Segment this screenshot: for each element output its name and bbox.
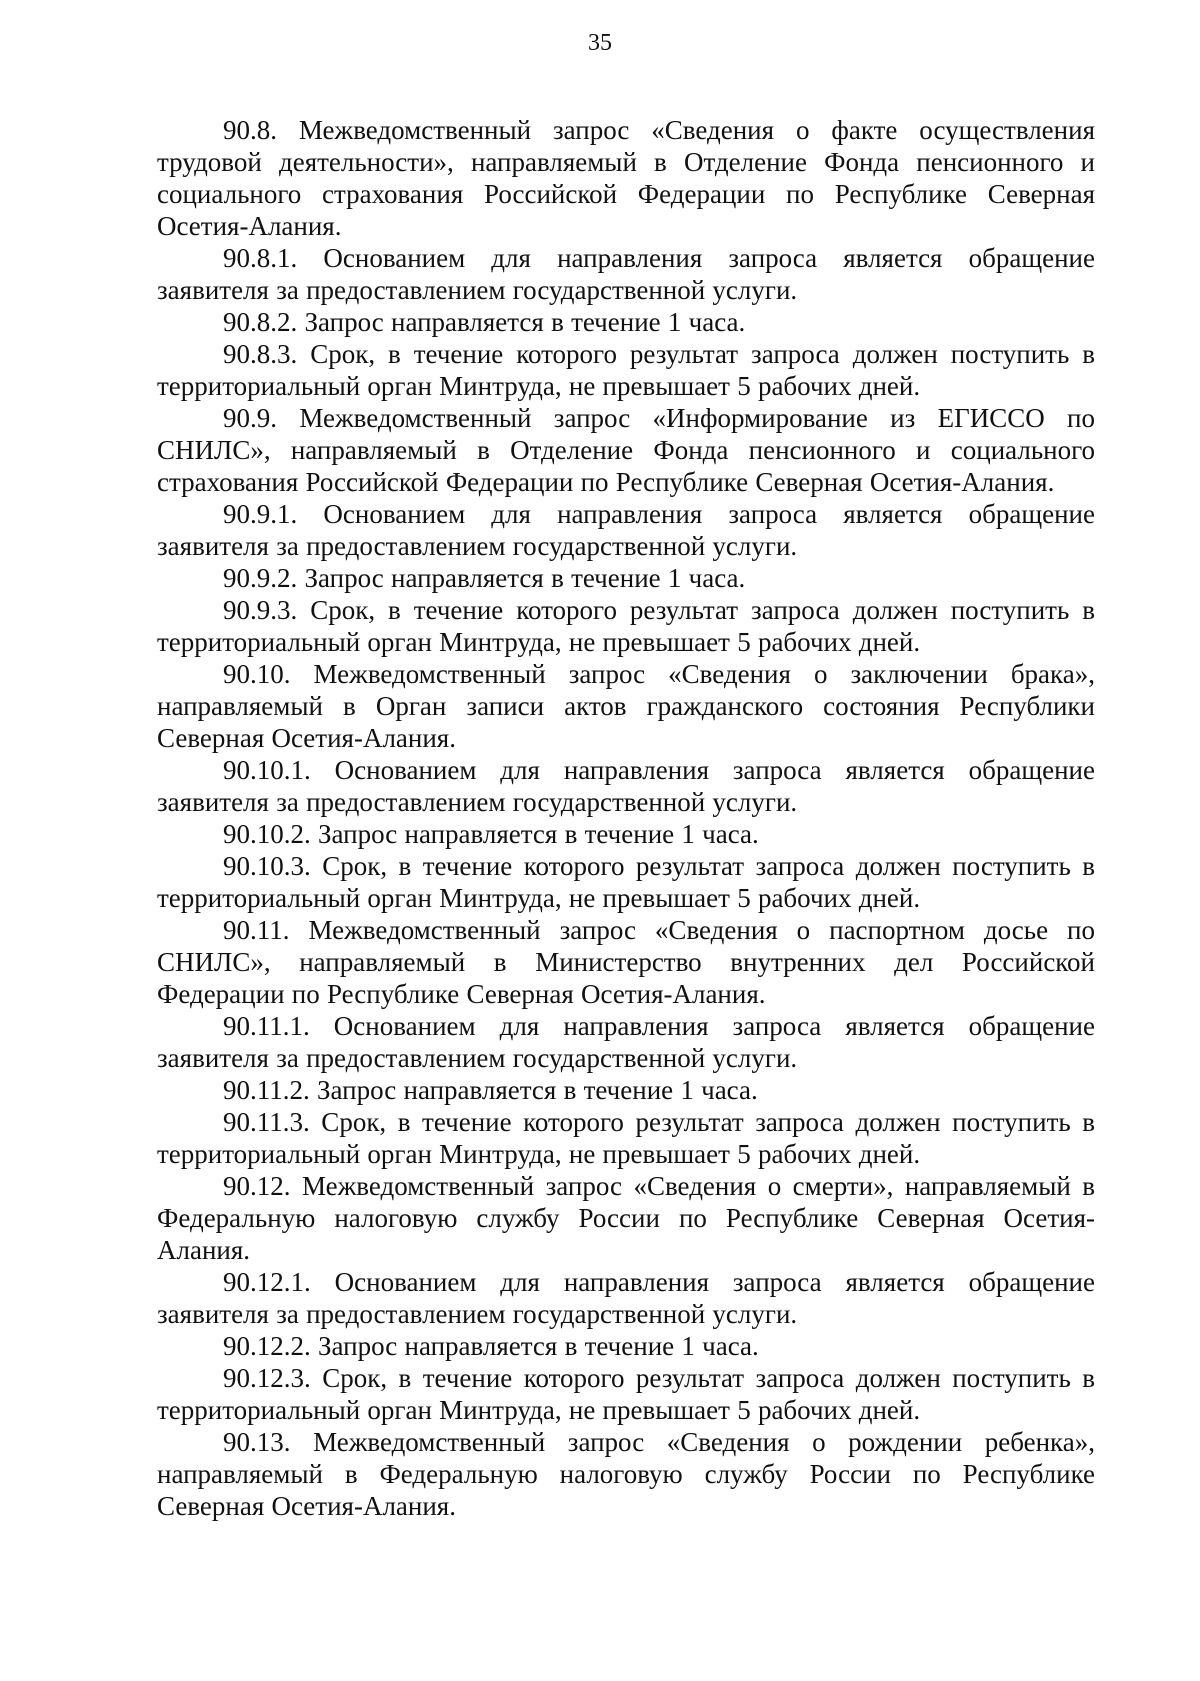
paragraph-90-13: 90.13. Межведомственный запрос «Сведения о рождении ребенка», направляемый в Федеральную налоговую службу России по Республике Северная Осетия-Алания. [157,1427,1095,1521]
paragraph-90-8-1: 90.8.1. Основанием для направления запроса является обращение заявителя за предоставлением государственной услуги. [157,243,1095,305]
document-body [157,114,1095,1522]
paragraph-90-10-1: 90.10.1. Основанием для направления запроса является обращение заявителя за предоставлением государственной услуги. [157,755,1095,817]
paragraph-90-11-2: 90.11.2. Запрос направляется в течение 1 часа. [223,1075,758,1105]
paragraph-90-10: 90.10. Межведомственный запрос «Сведения о заключении брака», направляемый в Орган записи актов гражданского состояния Республики Северная Осетия-Алания. [157,659,1095,753]
paragraph-90-8: 90.8. Межведомственный запрос «Сведения о факте осуществления трудовой деятельности», направляемый в Отделение Фонда пенсионного и социального страхования Российской Федерации по Республике Северная Осетия-Алания. [157,115,1095,241]
paragraph-90-9-1: 90.9.1. Основанием для направления запроса является обращение заявителя за предоставлением государственной услуги. [157,499,1095,561]
paragraph-90-10-3: 90.10.3. Срок, в течение которого результат запроса должен поступить в территориальный орган Минтруда, не превышает 5 рабочих дней. [157,851,1095,913]
paragraph-90-9-3: 90.9.3. Срок, в течение которого результат запроса должен поступить в территориальный орган Минтруда, не превышает 5 рабочих дней. [157,595,1095,657]
paragraph-90-12-3: 90.12.3. Срок, в течение которого результат запроса должен поступить в территориальный орган Минтруда, не превышает 5 рабочих дней. [157,1363,1095,1425]
paragraph-90-10-2: 90.10.2. Запрос направляется в течение 1 часа. [223,819,759,849]
paragraph-90-12-2: 90.12.2. Запрос направляется в течение 1 часа. [223,1331,759,1361]
paragraph-90-11: 90.11. Межведомственный запрос «Сведения о паспортном досье по СНИЛС», направляемый в Министерство внутренних дел Российской Федерации по Республике Северная Осетия-Алания. [157,915,1095,1009]
paragraph-90-9: 90.9. Межведомственный запрос «Информирование из ЕГИССО по СНИЛС», направляемый в Отделение Фонда пенсионного и социального страхования Российской Федерации по Республике Северная Осетия-Алания. [157,403,1095,497]
paragraph-90-9-2: 90.9.2. Запрос направляется в течение 1 часа. [223,563,746,593]
paragraph-90-11-3: 90.11.3. Срок, в течение которого результат запроса должен поступить в территориальный орган Минтруда, не превышает 5 рабочих дней. [157,1107,1095,1169]
paragraph-90-12: 90.12. Межведомственный запрос «Сведения о смерти», направляемый в Федеральную налоговую службу России по Республике Северная Осетия-Алания. [157,1171,1095,1265]
page-number: 35 [588,30,612,56]
paragraph-90-11-1: 90.11.1. Основанием для направления запроса является обращение заявителя за предоставлением государственной услуги. [157,1011,1095,1073]
paragraph-90-8-2: 90.8.2. Запрос направляется в течение 1 часа. [223,307,746,337]
paragraph-90-12-1: 90.12.1. Основанием для направления запроса является обращение заявителя за предоставлением государственной услуги. [157,1267,1095,1329]
paragraph-90-8-3: 90.8.3. Срок, в течение которого результат запроса должен поступить в территориальный орган Минтруда, не превышает 5 рабочих дней. [157,339,1095,401]
